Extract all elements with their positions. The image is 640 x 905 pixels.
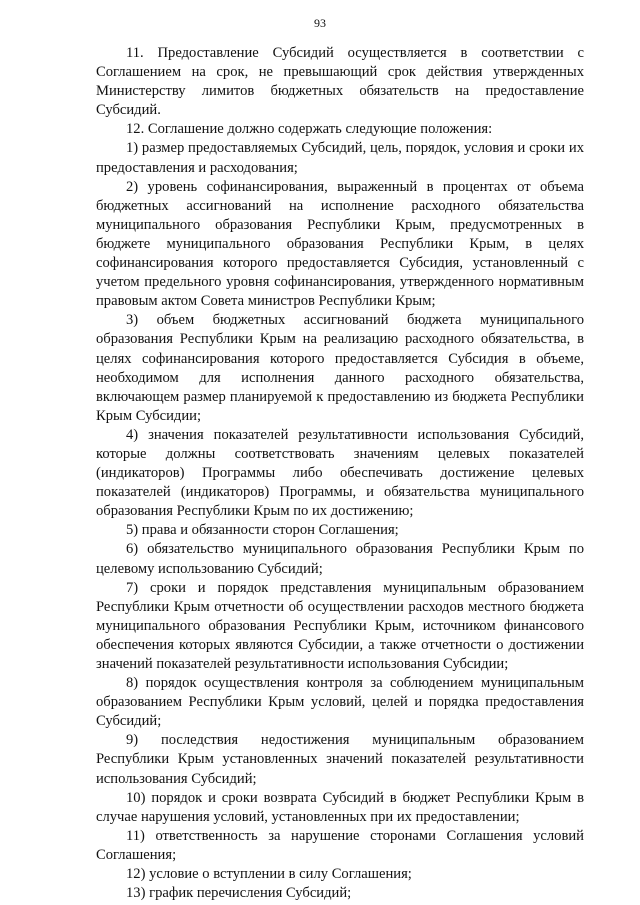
paragraph-item-12-agreement-contents: 12. Соглашение должно содержать следующие положения: <box>126 121 493 138</box>
list-item-4: 4) значения показателей результативности использования Субсидий, которые должны соответствовать значениям целевых показателей (индикаторов) Программы либо обеспечивать достижение целевых показателей (индикаторов) Программы, и обязательства муниципального образования Республики Крым по их достижению; <box>96 426 584 520</box>
list-item-11: 11) ответственность за нарушение сторонами Соглашения условий Соглашения; <box>96 827 584 863</box>
document-body <box>96 44 584 903</box>
list-item-13: 13) график перечисления Субсидий; <box>126 885 352 902</box>
list-item-10: 10) порядок и сроки возврата Субсидий в бюджет Республики Крым в случае нарушения условий, установленных при их предоставлении; <box>96 789 584 825</box>
list-item-6: 6) обязательство муниципального образования Республики Крым по целевому использованию Субсидий; <box>96 541 584 577</box>
list-item-3: 3) объем бюджетных ассигнований бюджета муниципального образования Республики Крым на реализацию расходного обязательства, в целях софинансирования которого предоставляется Субсидия в объеме, необходимом для исполнения данного расходного обязательства, включающем размер планируемой к предоставлению из бюджета Республики Крым Субсидии; <box>96 312 584 424</box>
list-item-12: 12) условие о вступлении в силу Соглашения; <box>126 866 412 883</box>
paragraph-item-11-subsidy-provision: 11. Предоставление Субсидий осуществляется в соответствии с Соглашением на срок, не превышающий срок действия утвержденных Министерству лимитов бюджетных обязательств на предоставление Субсидий. <box>96 45 584 119</box>
list-item-8: 8) порядок осуществления контроля за соблюдением муниципальным образованием Республики Крым условий, целей и порядка предоставления Субсидий; <box>96 675 584 730</box>
list-item-5: 5) права и обязанности сторон Соглашения; <box>126 522 399 539</box>
list-item-7: 7) сроки и порядок представления муниципальным образованием Республики Крым отчетности об осуществлении расходов местного бюджета муниципального образования Республики Крым, источником финансового обеспечения которых являются Субсидии, а также отчетности о достижении значений показателей результативности использования Субсидии; <box>96 579 584 672</box>
page-number: 93 <box>314 16 326 30</box>
list-item-9: 9) последствия недостижения муниципальным образованием Республики Крым установленных значений показателей результативности использования Субсидий; <box>96 732 584 787</box>
list-item-1: 1) размер предоставляемых Субсидий, цель, порядок, условия и сроки их предоставления и расходования; <box>96 140 584 176</box>
list-item-2: 2) уровень софинансирования, выраженный в процентах от объема бюджетных ассигнований на исполнение расходного обязательства муниципального образования Республики Крым, предусмотренных в бюджете муниципального образования Республики Крым, в целях софинансирования которого предоставляется Субсидия, установленный с учетом предельного уровня софинансирования, утвержденного нормативным правовым актом Совета министров Республики Крым; <box>96 178 584 310</box>
